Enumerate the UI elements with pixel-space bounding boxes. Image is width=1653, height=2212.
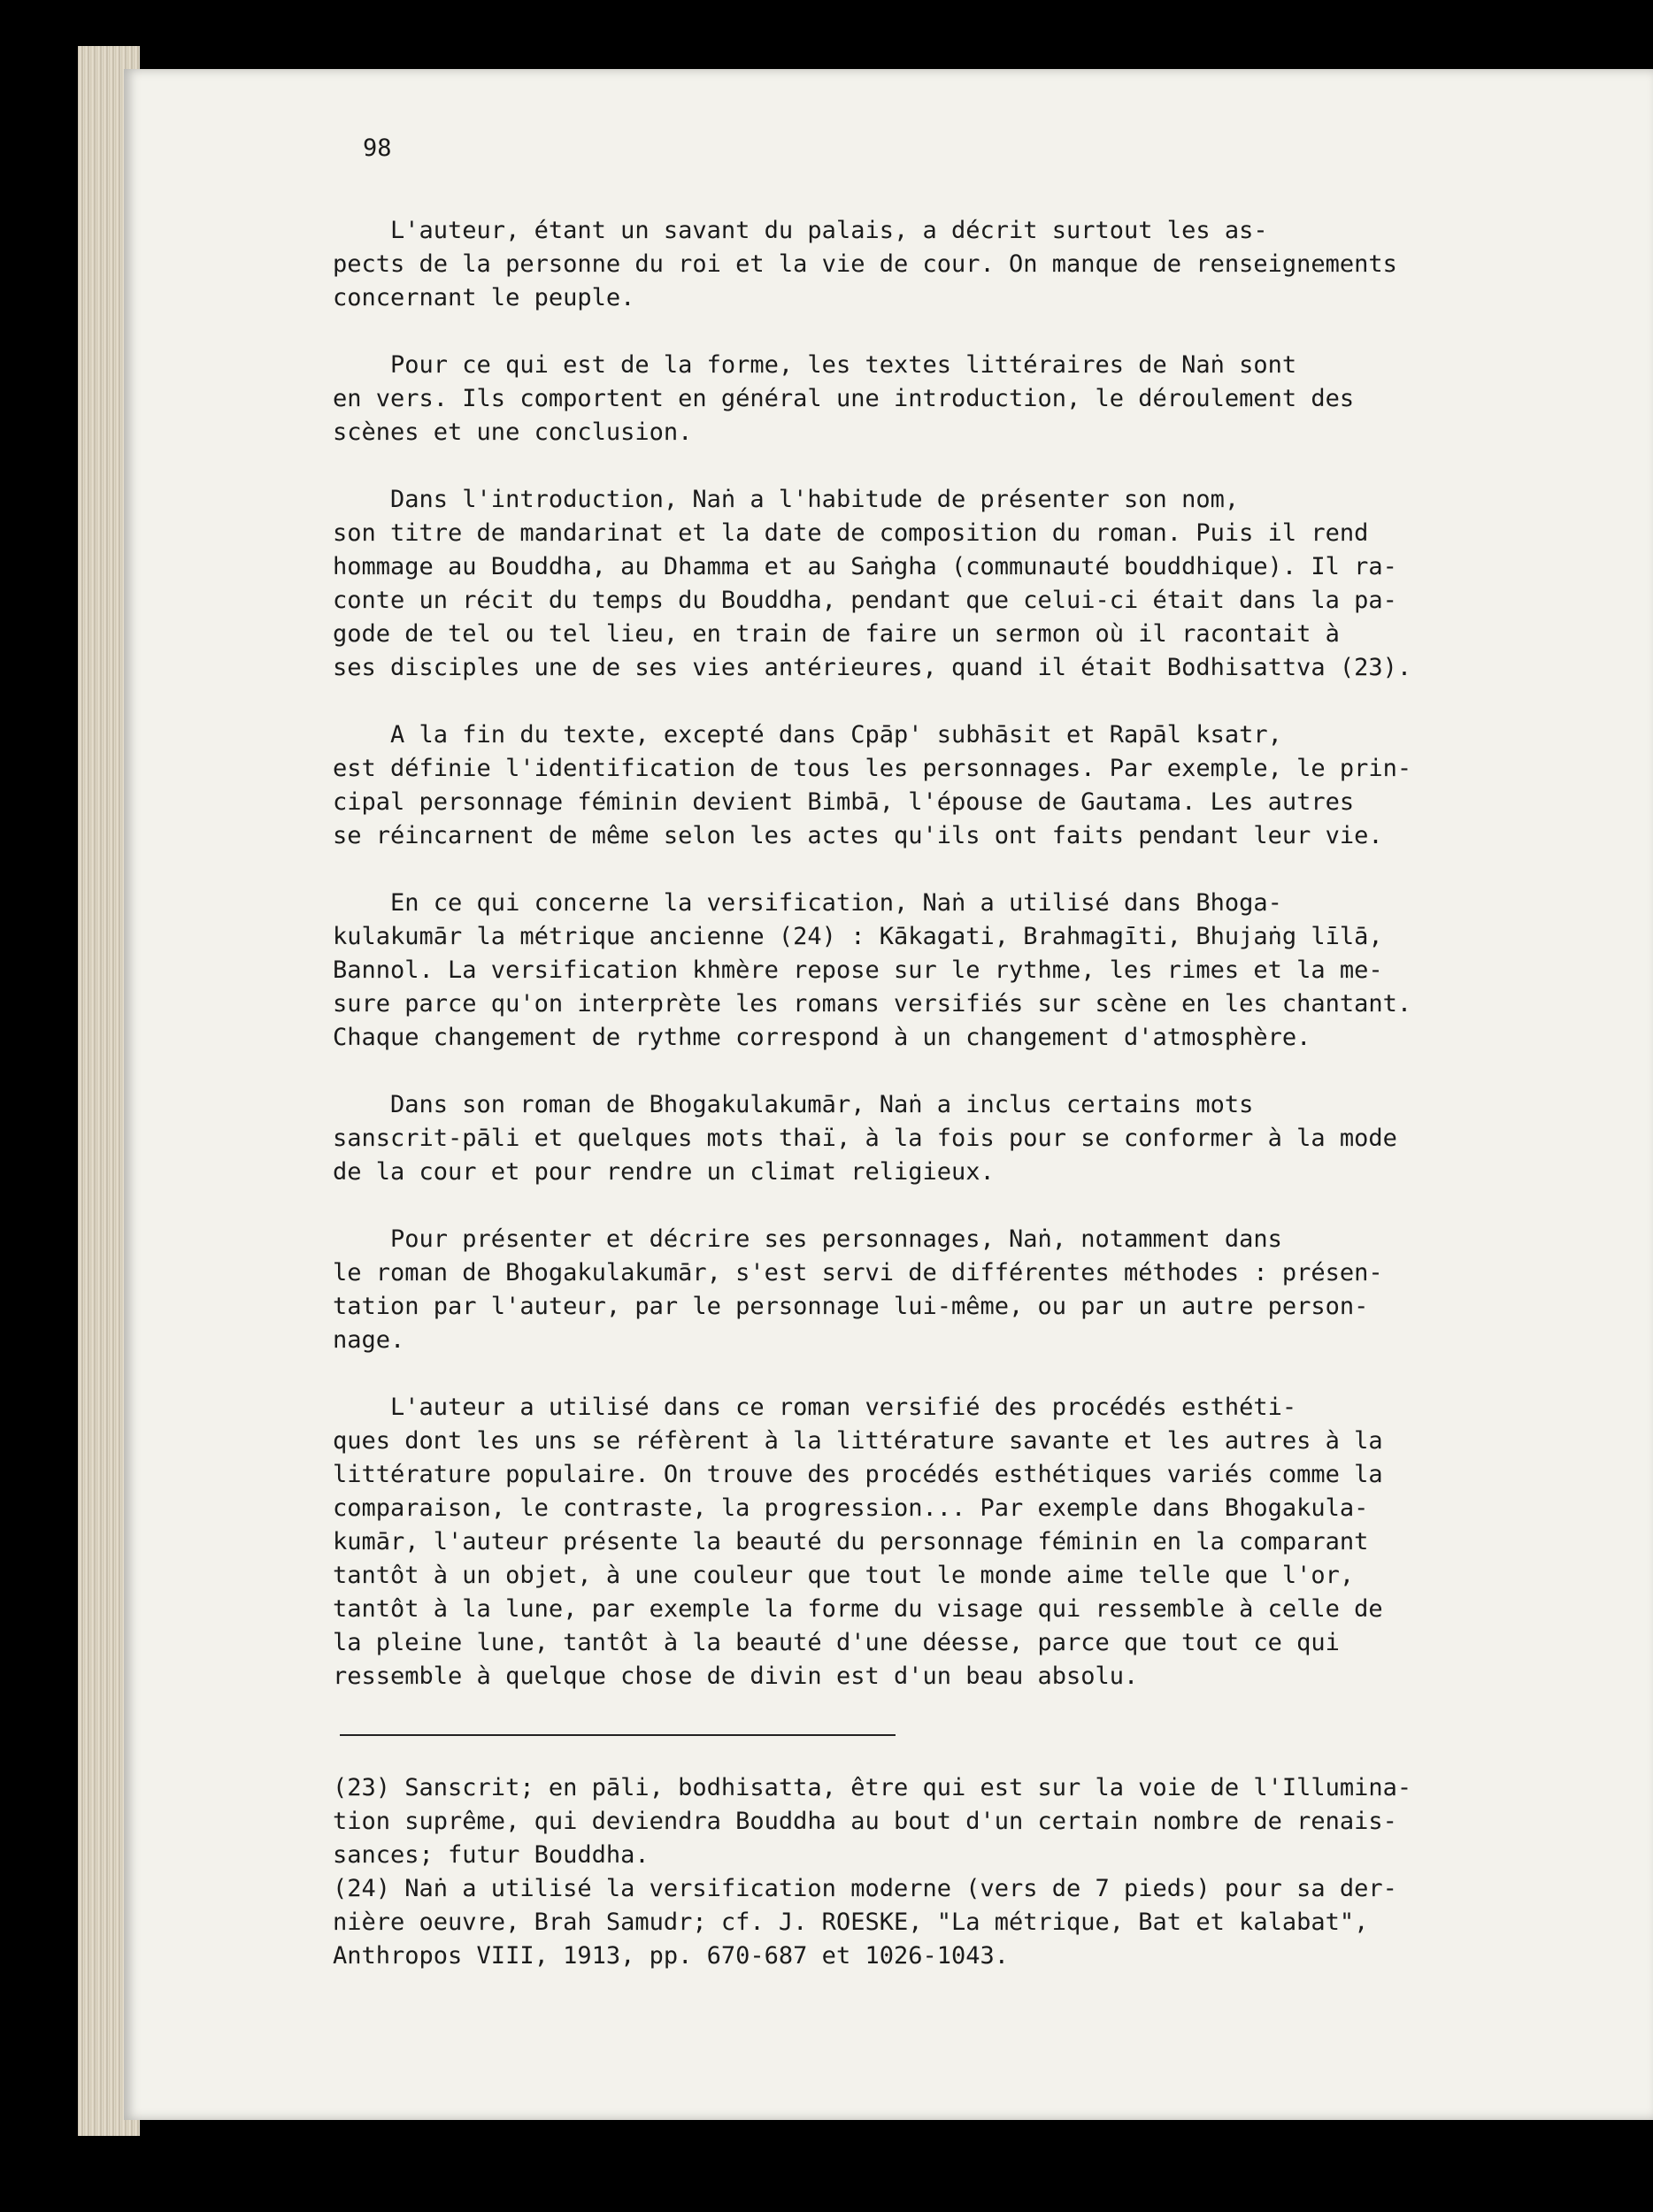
body-text <box>333 214 1472 1694</box>
footnote-line: (24) Naṅ a utilisé la versification moderne (vers de 7 pieds) pour sa der- <box>333 1875 1397 1902</box>
text-line: se réincarnent de même selon les actes qu'ils ont faits pendant leur vie. <box>333 822 1383 849</box>
text-line: concernant le peuple. <box>333 284 635 311</box>
paragraph <box>333 1223 1472 1357</box>
footnote-line: Anthropos VIII, 1913, pp. 670-687 et 1026-1043. <box>333 1942 1010 1970</box>
text-line: Dans son roman de Bhogakulakumār, Naṅ a inclus certains mots <box>333 1091 1254 1118</box>
text-line: tantôt à la lune, par exemple la forme du visage qui ressemble à celle de <box>333 1595 1383 1623</box>
footnote-separator <box>340 1734 896 1736</box>
text-line: ques dont les uns se réfèrent à la littérature savante et les autres à la <box>333 1427 1383 1455</box>
text-line: ses disciples une de ses vies antérieures, quand il était Bodhisattva (23). <box>333 654 1412 681</box>
text-line: son titre de mandarinat et la date de composition du roman. Puis il rend <box>333 519 1369 547</box>
page-number: 98 <box>363 134 392 162</box>
text-line: conte un récit du temps du Bouddha, pendant que celui-ci était dans la pa- <box>333 587 1397 614</box>
text-line: En ce qui concerne la versification, Naṅ a utilisé dans Bhoga- <box>333 889 1282 917</box>
text-line: la pleine lune, tantôt à la beauté d'une déesse, parce que tout ce qui <box>333 1629 1340 1656</box>
text-line: Bannol. La versification khmère repose sur le rythme, les rimes et la me- <box>333 956 1383 984</box>
text-line: gode de tel ou tel lieu, en train de faire un sermon où il racontait à <box>333 620 1340 648</box>
text-line: scènes et une conclusion. <box>333 419 693 446</box>
text-line: kulakumār la métrique ancienne (24) : Kākagati, Brahmagīti, Bhujaṅg līlā, <box>333 923 1383 950</box>
text-line: hommage au Bouddha, au Dhamma et au Saṅgha (communauté bouddhique). Il ra- <box>333 553 1397 580</box>
text-line: comparaison, le contraste, la progression... Par exemple dans Bhogakula- <box>333 1494 1369 1522</box>
text-line: Chaque changement de rythme correspond à un changement d'atmosphère. <box>333 1024 1311 1051</box>
text-line: est définie l'identification de tous les personnages. Par exemple, le prin- <box>333 755 1412 782</box>
text-line: littérature populaire. On trouve des procédés esthétiques variés comme la <box>333 1461 1383 1488</box>
paragraph <box>333 483 1472 685</box>
text-line: sure parce qu'on interprète les romans versifiés sur scène en les chantant. <box>333 990 1412 1018</box>
text-line: sanscrit-pāli et quelques mots thaï, à la fois pour se conformer à la mode <box>333 1125 1397 1152</box>
text-line: nage. <box>333 1326 405 1354</box>
paragraph <box>333 214 1472 315</box>
text-line: A la fin du texte, excepté dans Cpāp' subhāsit et Rapāl ksatr, <box>333 721 1282 749</box>
footnote-line: sances; futur Bouddha. <box>333 1841 650 1869</box>
footnote-line: nière oeuvre, Brah Samudr; cf. J. ROESKE, "La métrique, Bat et kalabat", <box>333 1909 1369 1936</box>
text-line: Pour présenter et décrire ses personnages, Naṅ, notamment dans <box>333 1225 1282 1253</box>
footnote-line: (23) Sanscrit; en pāli, bodhisatta, être qui est sur la voie de l'Illumina- <box>333 1774 1412 1801</box>
paragraph <box>333 887 1472 1055</box>
text-line: pects de la personne du roi et la vie de cour. On manque de renseignements <box>333 250 1397 278</box>
text-line: ressemble à quelque chose de divin est d'un beau absolu. <box>333 1663 1139 1690</box>
footnote-line: tion suprême, qui deviendra Bouddha au bout d'un certain nombre de renais- <box>333 1808 1397 1835</box>
text-line: Pour ce qui est de la forme, les textes littéraires de Naṅ sont <box>333 351 1297 379</box>
page-content <box>333 214 1472 1973</box>
text-line: Dans l'introduction, Naṅ a l'habitude de présenter son nom, <box>333 486 1240 513</box>
text-line: kumār, l'auteur présente la beauté du personnage féminin en la comparant <box>333 1528 1369 1555</box>
paragraph <box>333 349 1472 449</box>
paragraph <box>333 718 1472 853</box>
paragraph <box>333 1088 1472 1189</box>
text-line: de la cour et pour rendre un climat religieux. <box>333 1158 995 1186</box>
text-line: en vers. Ils comportent en général une introduction, le déroulement des <box>333 385 1355 412</box>
text-line: cipal personnage féminin devient Bimbā, l'épouse de Gautama. Les autres <box>333 788 1355 816</box>
text-line: tation par l'auteur, par le personnage lui-même, ou par un autre person- <box>333 1293 1369 1320</box>
paragraph <box>333 1391 1472 1694</box>
footnotes <box>333 1771 1472 1973</box>
text-line: tantôt à un objet, à une couleur que tout le monde aime telle que l'or, <box>333 1562 1355 1589</box>
text-line: L'auteur, étant un savant du palais, a décrit surtout les as- <box>333 217 1268 244</box>
text-line: le roman de Bhogakulakumār, s'est servi de différentes méthodes : présen- <box>333 1259 1383 1286</box>
text-line: L'auteur a utilisé dans ce roman versifié des procédés esthéti- <box>333 1394 1297 1421</box>
